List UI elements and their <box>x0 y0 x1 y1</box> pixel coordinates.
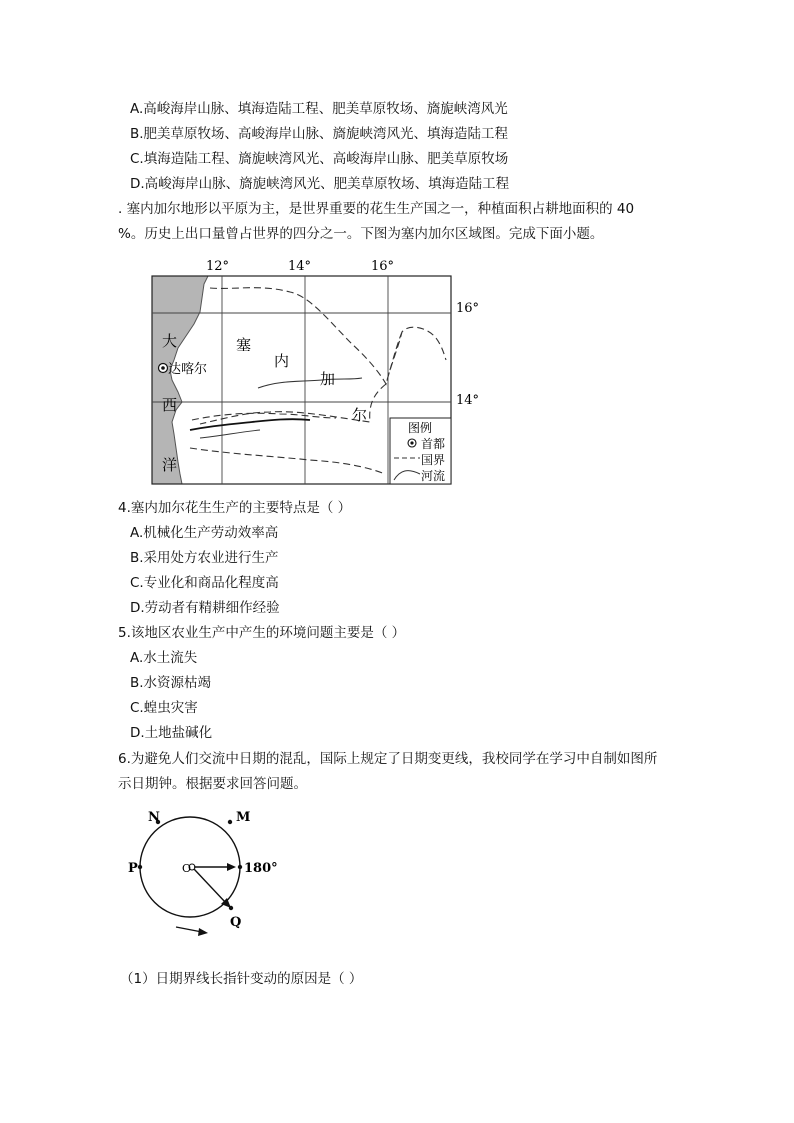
river-gambia <box>190 419 310 430</box>
country-char-1: 塞 <box>236 336 252 354</box>
lat-label-14: 14° <box>456 393 480 408</box>
legend-title: 图例 <box>408 421 433 435</box>
clock-label-180: 180° <box>244 861 278 876</box>
prev-option-a: A.高峻海岸山脉、填海造陆工程、肥美草原牧场、旖旎峡湾风光 <box>130 101 508 117</box>
legend-border: 国界 <box>421 453 446 467</box>
q6-line-2: 示日期钟。根据要求回答问题。 <box>118 776 307 792</box>
lon-label-14: 14° <box>288 259 312 274</box>
legend-capital: 首都 <box>421 437 446 451</box>
clock-label-o: O <box>182 862 192 875</box>
q4-option-a: A.机械化生产劳动效率高 <box>130 525 279 541</box>
prev-option-d: D.高峻海岸山脉、旖旎峡湾风光、肥美草原牧场、填海造陆工程 <box>130 176 510 192</box>
clock-label-m: M <box>236 810 251 825</box>
intro-line-1: . 塞内加尔地形以平原为主，是世界重要的花生生产国之一，种植面积占耕地面积的 40 <box>118 201 635 217</box>
q4-option-c: C.专业化和商品化程度高 <box>130 575 279 591</box>
date-clock-diagram <box>120 805 300 935</box>
q5-stem: 5.该地区农业生产中产生的环境问题主要是（ ） <box>118 625 406 641</box>
q6-line-1: 6.为避免人们交流中日期的混乱，国际上规定了日期变更线，我校同学在学习中自制如图所 <box>118 751 658 767</box>
q6-subquestion-1: （1）日期界线长指针变动的原因是（ ） <box>120 971 363 987</box>
lon-label-16: 16° <box>371 259 395 274</box>
senegal-map <box>140 252 480 492</box>
prev-option-c: C.填海造陆工程、旖旎峡湾风光、高峻海岸山脉、肥美草原牧场 <box>130 151 509 167</box>
clock-label-n: N <box>148 810 160 825</box>
ocean-char-1: 大 <box>162 332 178 350</box>
q5-option-a: A.水土流失 <box>130 650 198 666</box>
ocean-char-3: 洋 <box>162 456 178 474</box>
country-char-2: 内 <box>274 352 290 370</box>
ocean-char-2: 西 <box>162 396 178 414</box>
rotation-arrow <box>176 927 202 932</box>
legend-river: 河流 <box>421 469 446 483</box>
clock-label-p: P <box>128 861 138 876</box>
clock-label-q: Q <box>230 915 242 930</box>
river-senegal <box>258 378 362 388</box>
prev-option-b: B.肥美草原牧场、高峻海岸山脉、旖旎峡湾风光、填海造陆工程 <box>130 126 509 142</box>
country-char-4: 尔 <box>352 406 368 424</box>
q5-option-b: B.水资源枯竭 <box>130 675 212 691</box>
ocean-area <box>152 276 208 484</box>
capital-label: 达喀尔 <box>168 362 208 377</box>
q4-stem: 4.塞内加尔花生生产的主要特点是（ ） <box>118 500 352 516</box>
intro-line-2: %。历史上出口量曾占世界的四分之一。下图为塞内加尔区域图。完成下面小题。 <box>118 226 604 242</box>
q5-option-d: D.土地盐碱化 <box>130 725 213 741</box>
clock-hand-to-q <box>194 869 226 903</box>
q4-option-b: B.采用处方农业进行生产 <box>130 550 279 566</box>
country-char-3: 加 <box>320 370 336 388</box>
lon-label-12: 12° <box>206 259 230 274</box>
lat-label-16: 16° <box>456 301 480 316</box>
q5-option-c: C.蝗虫灾害 <box>130 700 198 716</box>
q4-option-d: D.劳动者有精耕细作经验 <box>130 600 280 616</box>
